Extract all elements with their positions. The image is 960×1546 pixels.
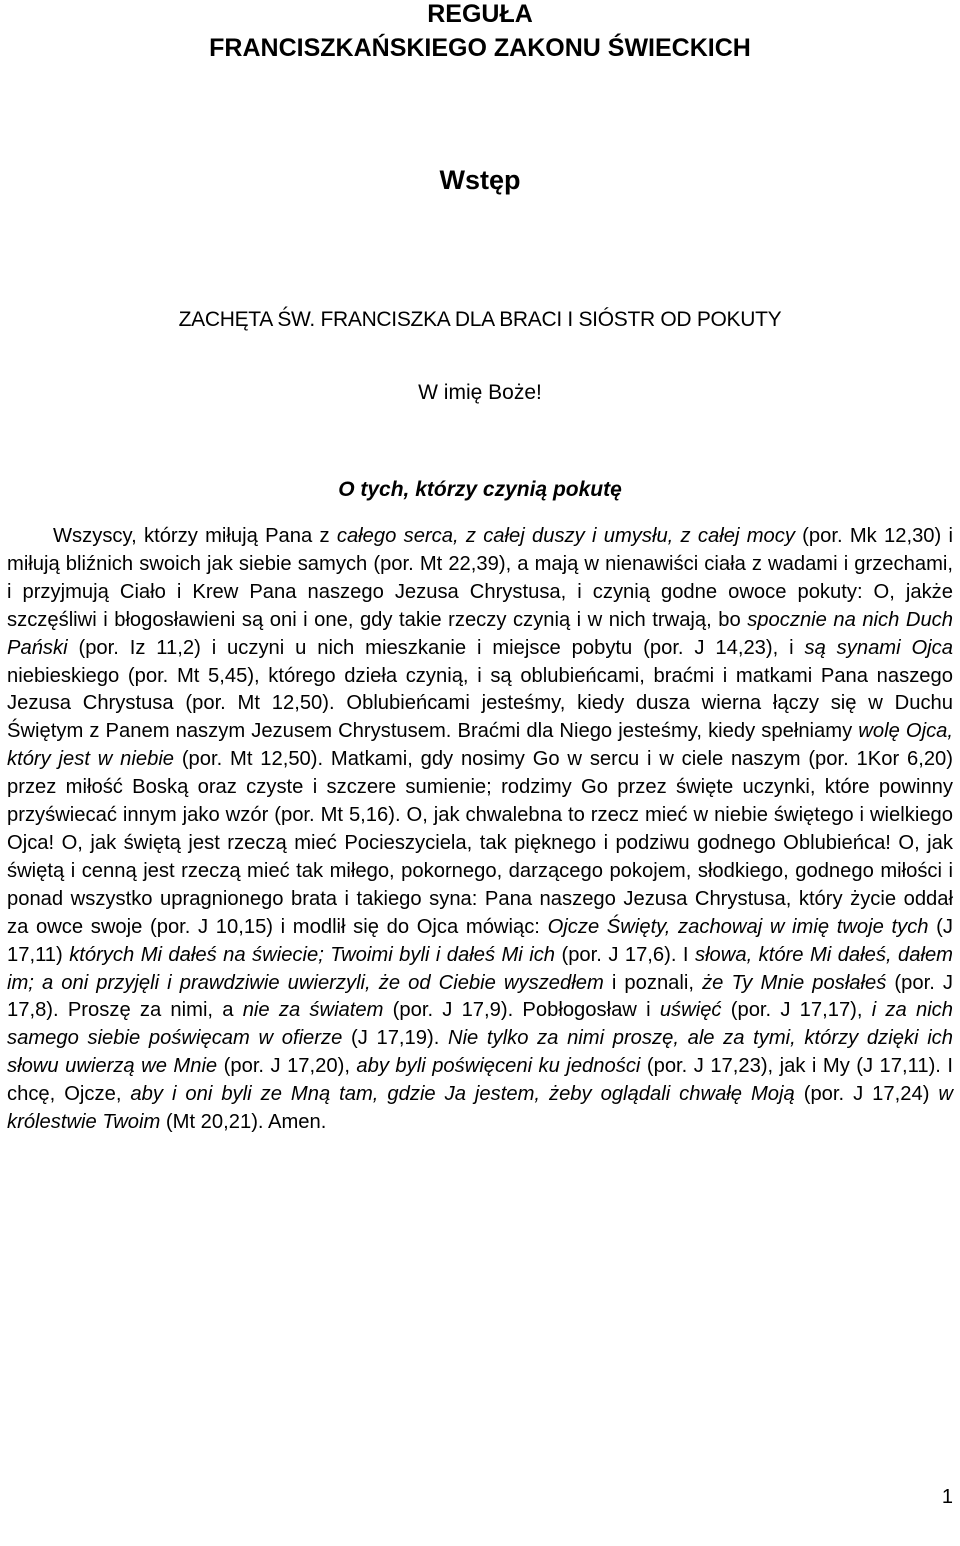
body-text: Wszyscy, którzy miłują Pana z bbox=[53, 525, 337, 547]
body-text: (por. J 17,9). Pobłogosław i bbox=[383, 999, 660, 1022]
body-italic-text: aby i oni byli ze Mną tam, gdzie Ja jestem, żeby oglądali chwałę Moją bbox=[130, 1083, 795, 1106]
body-italic-text: i za nich samego siebie poświęcam w ofierze bbox=[7, 999, 954, 1050]
body-text: (por. J 17,6). I bbox=[555, 943, 695, 966]
body-italic-text: nie za światem bbox=[242, 999, 384, 1022]
body-italic-text: że Ty Mnie posłałeś bbox=[702, 971, 887, 994]
body-italic-text: aby byli poświęceni ku jedności bbox=[356, 1055, 641, 1078]
document-title-line-2: FRANCISZKAŃSKIEGO ZAKONU ŚWIECKICH bbox=[209, 34, 751, 62]
body-text: (por. J 17,8). Proszę za nimi, a bbox=[7, 971, 953, 1022]
body-paragraph bbox=[7, 523, 953, 1137]
body-text: (por. Mt 12,50). Matkami, gdy nosimy Go w sercu i w ciele naszym (por. 1Kor 6,20) przez miłość Boską oraz czyste i szczere sumienie; rodzimy Go przez święte uczynki, które powinny przyświecać innym jako wzór (por. Mt 5,16). O, jak chwalebna to rzecz mieć w niebie świętego i wielkiego Ojca! O, jak świętą jest rzeczą mieć Pocieszyciela, tak pięknego i podziwu godnego Oblubieńca! O, jak świętą i cenną jest rzeczą mieć tak miłego, pokornego, darzącego pokojem, słodkiego, godnego miłości i ponad wszystko upragnionego brata i takiego syna: Pana naszego Jezusa Chrystusa, który życie oddał za owce swoje (por. J 10,15) i modlił się do Ojca mówiąc: bbox=[7, 748, 953, 938]
body-italic-text: których Mi dałeś na świecie; Twoimi byli i dałeś Mi ich bbox=[69, 943, 556, 966]
body-text: (por. J 17,17), bbox=[721, 999, 872, 1022]
body-text: (por. Mk 12,30) i miłują bliźnich swoich jak siebie samych (por. Mt 22,39), a mają w nienawiści ciała z wadami i grzechami, i przyjmują Ciało i Krew Pana naszego Jezusa Chrystusa, i czynią godne owoce pokuty: O, jakże szczęśliwi i błogosławieni są oni i one, gdy takie rzeczy czynią i w nich trwają, bo bbox=[7, 525, 954, 631]
exhortation-title: ZACHĘTA ŚW. FRANCISZKA DLA BRACI I SIÓSTR OD POKUTY bbox=[178, 308, 782, 331]
body-text: i poznali, bbox=[603, 971, 703, 994]
body-text: (Mt 20,21). Amen. bbox=[160, 1111, 327, 1134]
body-italic-text: wolę Ojca, który jest w niebie bbox=[7, 720, 954, 771]
body-italic-text: spocznie na nich Duch Pański bbox=[7, 608, 953, 659]
document-title-line-1: REGUŁA bbox=[427, 0, 533, 28]
body-italic-text: w królestwie Twoim bbox=[7, 1083, 953, 1134]
body-italic-text: całego serca, z całej duszy i umysłu, z całej mocy bbox=[336, 525, 795, 547]
body-text: (por. J 17,23), jak i My (J 17,11). I chcę, Ojcze, bbox=[7, 1055, 953, 1106]
page-number: 1 bbox=[941, 1486, 953, 1508]
body-text: (J 17,19). bbox=[342, 1027, 448, 1050]
body-text: niebieskiego (por. Mt 5,45), którego dzieła czynią, i są oblubieńcami, braćmi i matkami Pana naszego Jezusa Chrystusa (por. Mt 12,50). Oblubieńcami jesteśmy, kiedy dusza wierna łączy się w Duchu Świętym z Panem naszym Jezusem Chrystusem. Braćmi dla Niego jesteśmy, kiedy spełniamy bbox=[7, 664, 953, 743]
body-italic-text: uświęć bbox=[659, 999, 722, 1022]
body-text: (por. J 17,24) bbox=[794, 1083, 939, 1106]
section-title: O tych, którzy czynią pokutę bbox=[338, 478, 622, 501]
body-text: (J 17,11) bbox=[7, 915, 953, 966]
body-italic-text: są synami Ojca bbox=[804, 636, 953, 659]
intro-heading: Wstęp bbox=[439, 165, 521, 195]
body-text: (por. J 17,20), bbox=[217, 1055, 357, 1078]
body-text: (por. Iz 11,2) i uczyni u nich mieszkanie i miejsce pobytu (por. J 14,23), i bbox=[67, 636, 805, 659]
body-italic-text: Nie tylko za nimi proszę, ale za tymi, którzy dzięki ich słowu uwierzą we Mnie bbox=[7, 1027, 953, 1078]
invocation: W imię Boże! bbox=[418, 381, 542, 404]
body-italic-text: słowa, które Mi dałeś, dałem im; a oni przyjęli i prawdziwie uwierzyli, że od Ciebie wyszedłem bbox=[7, 943, 953, 994]
body-italic-text: Ojcze Święty, zachowaj w imię twoje tych bbox=[547, 915, 929, 938]
